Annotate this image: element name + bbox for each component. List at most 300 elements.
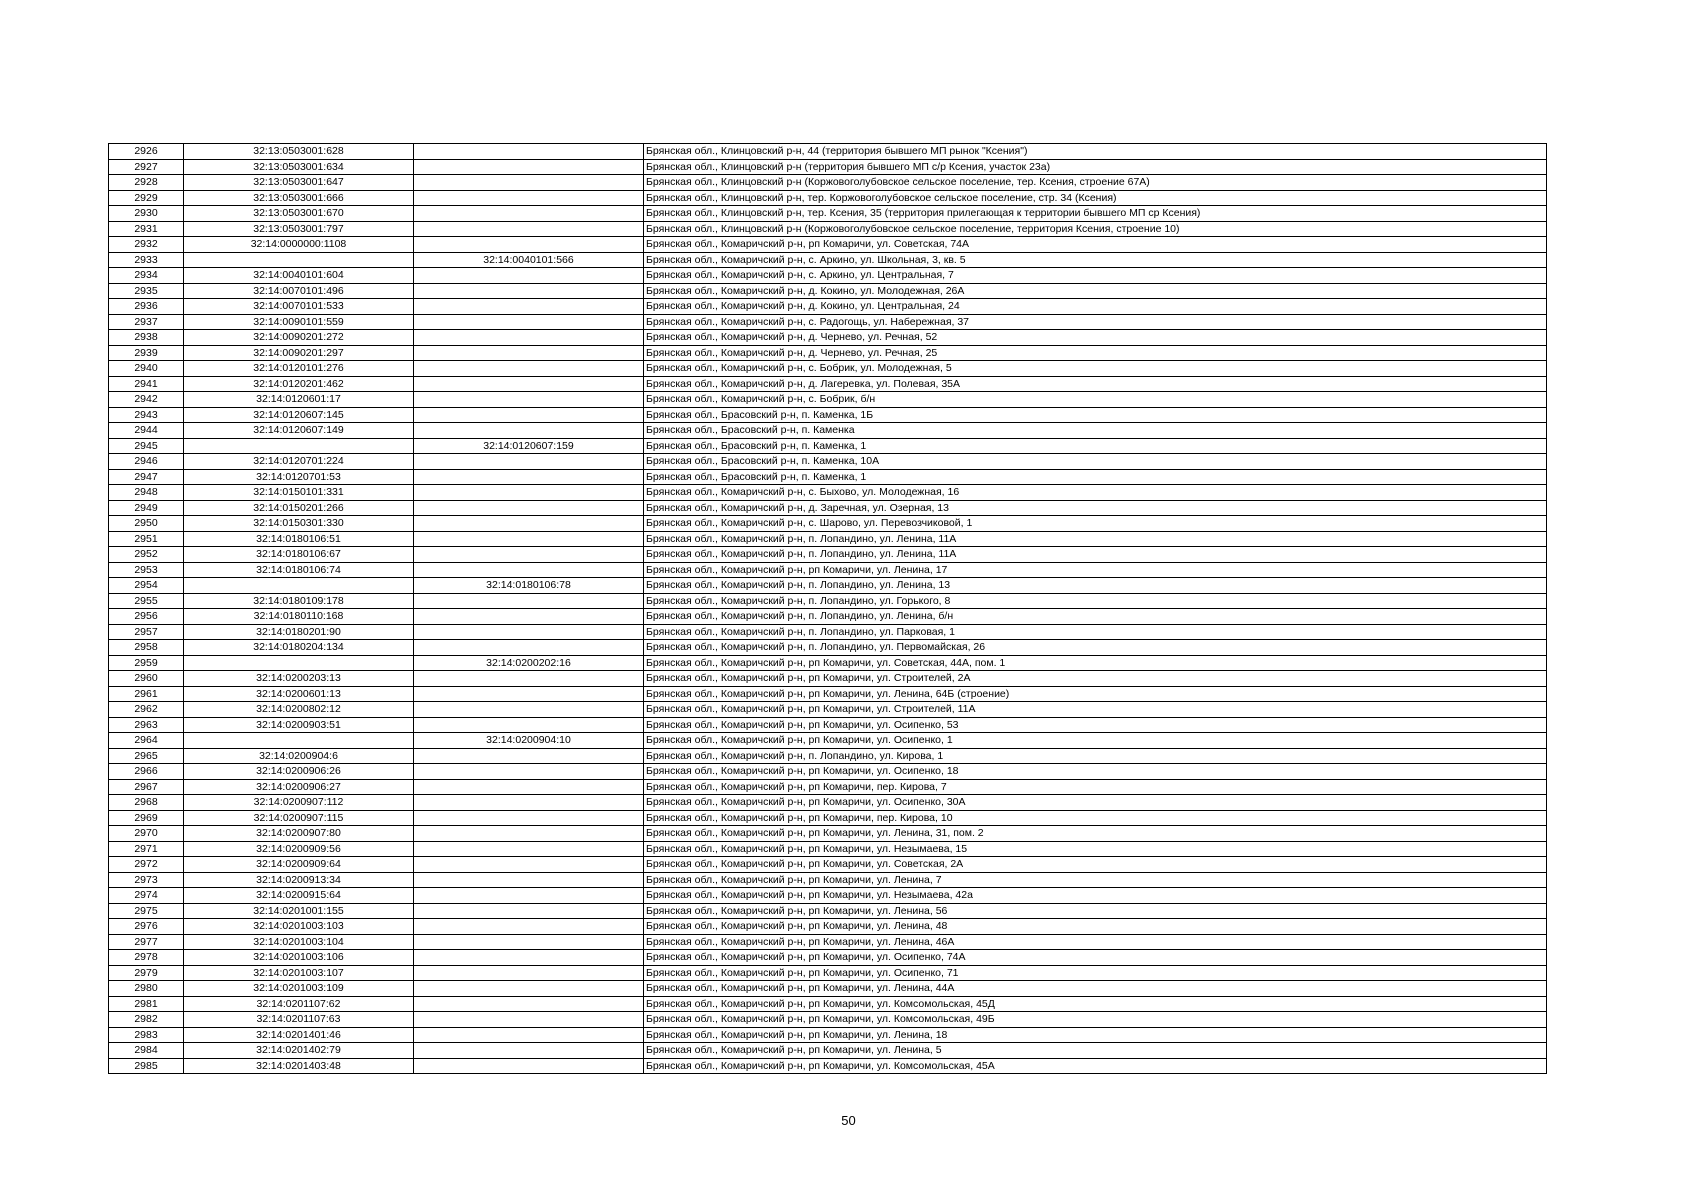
cadastral-number-alt-cell bbox=[414, 903, 644, 919]
cadastral-number-cell bbox=[184, 252, 414, 268]
table-row bbox=[109, 190, 1547, 206]
address-cell: Брянская обл., Комаричский р-н, рп Комаричи, ул. Советская, 2А bbox=[644, 857, 1547, 873]
cadastral-number-alt-cell bbox=[414, 221, 644, 237]
table-row bbox=[109, 283, 1547, 299]
cadastral-number-alt-cell bbox=[414, 330, 644, 346]
table-row bbox=[109, 330, 1547, 346]
row-number-cell: 2958 bbox=[109, 640, 184, 656]
cadastral-number-cell bbox=[184, 578, 414, 594]
table-row bbox=[109, 593, 1547, 609]
address-cell: Брянская обл., Комаричский р-н, рп Комаричи, ул. Ленина, 7 bbox=[644, 872, 1547, 888]
cadastral-number-cell: 32:14:0201107:62 bbox=[184, 996, 414, 1012]
cadastral-number-alt-cell bbox=[414, 857, 644, 873]
table-row bbox=[109, 252, 1547, 268]
row-number-cell: 2967 bbox=[109, 779, 184, 795]
row-number-cell: 2933 bbox=[109, 252, 184, 268]
row-number-cell: 2973 bbox=[109, 872, 184, 888]
cadastral-number-alt-cell bbox=[414, 779, 644, 795]
row-number-cell: 2985 bbox=[109, 1058, 184, 1074]
cadastral-number-alt-cell bbox=[414, 1043, 644, 1059]
row-number-cell: 2983 bbox=[109, 1027, 184, 1043]
table-row bbox=[109, 779, 1547, 795]
address-cell: Брянская обл., Комаричский р-н, рп Комаричи, ул. Комсомольская, 49Б bbox=[644, 1012, 1547, 1028]
cadastral-number-cell: 32:14:0180106:67 bbox=[184, 547, 414, 563]
table-row bbox=[109, 795, 1547, 811]
row-number-cell: 2972 bbox=[109, 857, 184, 873]
address-cell: Брянская обл., Клинцовский р-н, тер. Коржовоголубовское сельское поселение, стр. 34 (Ксения) bbox=[644, 190, 1547, 206]
row-number-cell: 2974 bbox=[109, 888, 184, 904]
table-row bbox=[109, 609, 1547, 625]
table-row bbox=[109, 500, 1547, 516]
cadastral-number-cell: 32:14:0201401:46 bbox=[184, 1027, 414, 1043]
cadastral-number-cell: 32:14:0090201:272 bbox=[184, 330, 414, 346]
cadastral-number-alt-cell bbox=[414, 826, 644, 842]
cadastral-number-cell: 32:14:0200909:64 bbox=[184, 857, 414, 873]
cadastral-number-cell: 32:14:0120701:53 bbox=[184, 469, 414, 485]
table-row bbox=[109, 624, 1547, 640]
table-row bbox=[109, 640, 1547, 656]
cadastral-number-cell: 32:14:0150301:330 bbox=[184, 516, 414, 532]
cadastral-number-cell: 32:14:0120607:149 bbox=[184, 423, 414, 439]
cadastral-number-alt-cell bbox=[414, 686, 644, 702]
table-row bbox=[109, 671, 1547, 687]
cadastral-number-alt-cell bbox=[414, 485, 644, 501]
page-number: 50 bbox=[841, 1113, 856, 1128]
row-number-cell: 2962 bbox=[109, 702, 184, 718]
row-number-cell: 2941 bbox=[109, 376, 184, 392]
cadastral-number-alt-cell bbox=[414, 190, 644, 206]
cadastral-number-cell: 32:14:0150201:266 bbox=[184, 500, 414, 516]
row-number-cell: 2980 bbox=[109, 981, 184, 997]
row-number-cell: 2981 bbox=[109, 996, 184, 1012]
address-cell: Брянская обл., Комаричский р-н, д. Чернево, ул. Речная, 52 bbox=[644, 330, 1547, 346]
cadastral-number-cell: 32:14:0180201:90 bbox=[184, 624, 414, 640]
row-number-cell: 2955 bbox=[109, 593, 184, 609]
table-row bbox=[109, 1043, 1547, 1059]
address-cell: Брянская обл., Комаричский р-н, рп Комаричи, ул. Комсомольская, 45Д bbox=[644, 996, 1547, 1012]
cadastral-number-alt-cell bbox=[414, 624, 644, 640]
cadastral-number-cell: 32:14:0120701:224 bbox=[184, 454, 414, 470]
address-cell: Брянская обл., Комаричский р-н, рп Комаричи, ул. Комсомольская, 45А bbox=[644, 1058, 1547, 1074]
address-cell: Брянская обл., Комаричский р-н, п. Лопандино, ул. Парковая, 1 bbox=[644, 624, 1547, 640]
table-body bbox=[109, 144, 1547, 1074]
address-cell: Брянская обл., Комаричский р-н, рп Комаричи, ул. Строителей, 11А bbox=[644, 702, 1547, 718]
row-number-cell: 2932 bbox=[109, 237, 184, 253]
cadastral-number-cell: 32:14:0180204:134 bbox=[184, 640, 414, 656]
row-number-cell: 2956 bbox=[109, 609, 184, 625]
table-row bbox=[109, 531, 1547, 547]
table-row bbox=[109, 888, 1547, 904]
cadastral-number-alt-cell bbox=[414, 206, 644, 222]
cadastral-number-alt-cell bbox=[414, 268, 644, 284]
address-cell: Брянская обл., Комаричский р-н, рп Комаричи, ул. Ленина, 17 bbox=[644, 562, 1547, 578]
row-number-cell: 2977 bbox=[109, 934, 184, 950]
address-cell: Брянская обл., Комаричский р-н, п. Лопандино, ул. Ленина, б/н bbox=[644, 609, 1547, 625]
table-row bbox=[109, 826, 1547, 842]
row-number-cell: 2960 bbox=[109, 671, 184, 687]
address-cell: Брянская обл., Комаричский р-н, с. Быхово, ул. Молодежная, 16 bbox=[644, 485, 1547, 501]
cadastral-number-cell: 32:14:0180106:74 bbox=[184, 562, 414, 578]
table-row bbox=[109, 919, 1547, 935]
row-number-cell: 2957 bbox=[109, 624, 184, 640]
address-cell: Брянская обл., Комаричский р-н, рп Комаричи, ул. Осипенко, 53 bbox=[644, 717, 1547, 733]
cadastral-number-cell: 32:13:0503001:647 bbox=[184, 175, 414, 191]
address-cell: Брянская обл., Комаричский р-н, рп Комаричи, ул. Осипенко, 18 bbox=[644, 764, 1547, 780]
address-cell: Брянская обл., Комаричский р-н, рп Комаричи, ул. Осипенко, 30А bbox=[644, 795, 1547, 811]
row-number-cell: 2968 bbox=[109, 795, 184, 811]
cadastral-number-cell: 32:13:0503001:628 bbox=[184, 144, 414, 160]
cadastral-number-cell: 32:14:0201003:109 bbox=[184, 981, 414, 997]
cadastral-number-cell: 32:14:0200907:115 bbox=[184, 810, 414, 826]
cadastral-number-alt-cell bbox=[414, 361, 644, 377]
table-row bbox=[109, 175, 1547, 191]
row-number-cell: 2953 bbox=[109, 562, 184, 578]
cadastral-number-alt-cell bbox=[414, 392, 644, 408]
cadastral-number-cell: 32:14:0200903:51 bbox=[184, 717, 414, 733]
cadastral-number-cell: 32:14:0180109:178 bbox=[184, 593, 414, 609]
cadastral-number-alt-cell bbox=[414, 981, 644, 997]
cadastral-number-alt-cell bbox=[414, 562, 644, 578]
cadastral-number-cell: 32:14:0201003:107 bbox=[184, 965, 414, 981]
table-row bbox=[109, 221, 1547, 237]
address-cell: Брянская обл., Комаричский р-н, п. Лопандино, ул. Кирова, 1 bbox=[644, 748, 1547, 764]
cadastral-number-cell bbox=[184, 733, 414, 749]
address-cell: Брянская обл., Комаричский р-н, рп Комаричи, ул. Ленина, 46А bbox=[644, 934, 1547, 950]
table-row bbox=[109, 872, 1547, 888]
table-row bbox=[109, 717, 1547, 733]
cadastral-number-cell: 32:14:0201403:48 bbox=[184, 1058, 414, 1074]
table-row bbox=[109, 965, 1547, 981]
cadastral-number-cell: 32:14:0200802:12 bbox=[184, 702, 414, 718]
table-row bbox=[109, 950, 1547, 966]
cadastral-number-alt-cell bbox=[414, 888, 644, 904]
address-cell: Брянская обл., Комаричский р-н, рп Комаричи, ул. Ленина, 48 bbox=[644, 919, 1547, 935]
address-cell: Брянская обл., Комаричский р-н, п. Лопандино, ул. Горького, 8 bbox=[644, 593, 1547, 609]
address-cell: Брянская обл., Комаричский р-н, с. Шарово, ул. Перевозчиковой, 1 bbox=[644, 516, 1547, 532]
cadastral-number-alt-cell bbox=[414, 175, 644, 191]
address-cell: Брянская обл., Клинцовский р-н (территория бывшего МП с/р Ксения, участок 23а) bbox=[644, 159, 1547, 175]
row-number-cell: 2982 bbox=[109, 1012, 184, 1028]
address-cell: Брянская обл., Комаричский р-н, рп Комаричи, ул. Незымаева, 15 bbox=[644, 841, 1547, 857]
address-cell: Брянская обл., Комаричский р-н, д. Заречная, ул. Озерная, 13 bbox=[644, 500, 1547, 516]
table-row bbox=[109, 655, 1547, 671]
cadastral-number-cell: 32:14:0201001:155 bbox=[184, 903, 414, 919]
row-number-cell: 2961 bbox=[109, 686, 184, 702]
table-row bbox=[109, 206, 1547, 222]
cadastral-number-cell: 32:14:0200906:26 bbox=[184, 764, 414, 780]
row-number-cell: 2938 bbox=[109, 330, 184, 346]
cadastral-number-cell: 32:14:0150101:331 bbox=[184, 485, 414, 501]
row-number-cell: 2952 bbox=[109, 547, 184, 563]
table-row bbox=[109, 748, 1547, 764]
cadastral-number-alt-cell bbox=[414, 314, 644, 330]
table-row bbox=[109, 733, 1547, 749]
cadastral-number-cell: 32:14:0180110:168 bbox=[184, 609, 414, 625]
table-row bbox=[109, 562, 1547, 578]
address-cell: Брянская обл., Комаричский р-н, д. Кокино, ул. Центральная, 24 bbox=[644, 299, 1547, 315]
row-number-cell: 2948 bbox=[109, 485, 184, 501]
row-number-cell: 2975 bbox=[109, 903, 184, 919]
cadastral-number-alt-cell bbox=[414, 872, 644, 888]
table-row bbox=[109, 314, 1547, 330]
table-row bbox=[109, 1058, 1547, 1074]
cadastral-number-alt-cell bbox=[414, 934, 644, 950]
address-cell: Брянская обл., Комаричский р-н, п. Лопандино, ул. Первомайская, 26 bbox=[644, 640, 1547, 656]
row-number-cell: 2937 bbox=[109, 314, 184, 330]
cadastral-number-cell: 32:14:0201003:104 bbox=[184, 934, 414, 950]
cadastral-number-alt-cell bbox=[414, 283, 644, 299]
address-cell: Брянская обл., Брасовский р-н, п. Каменка, 10А bbox=[644, 454, 1547, 470]
cadastral-number-alt-cell bbox=[414, 547, 644, 563]
row-number-cell: 2963 bbox=[109, 717, 184, 733]
table-row bbox=[109, 578, 1547, 594]
address-cell: Брянская обл., Комаричский р-н, рп Комаричи, ул. Ленина, 44А bbox=[644, 981, 1547, 997]
address-cell: Брянская обл., Комаричский р-н, рп Комаричи, ул. Ленина, 5 bbox=[644, 1043, 1547, 1059]
address-cell: Брянская обл., Комаричский р-н, с. Бобрик, б/н bbox=[644, 392, 1547, 408]
table-row bbox=[109, 547, 1547, 563]
address-cell: Брянская обл., Клинцовский р-н, тер. Ксения, 35 (территория прилегающая к территории бывшего МП ср Ксения) bbox=[644, 206, 1547, 222]
row-number-cell: 2947 bbox=[109, 469, 184, 485]
cadastral-number-cell: 32:14:0000000:1108 bbox=[184, 237, 414, 253]
cadastral-number-cell: 32:14:0120101:276 bbox=[184, 361, 414, 377]
table-row bbox=[109, 1012, 1547, 1028]
cadastral-number-cell: 32:14:0200913:34 bbox=[184, 872, 414, 888]
row-number-cell: 2926 bbox=[109, 144, 184, 160]
cadastral-number-cell: 32:13:0503001:797 bbox=[184, 221, 414, 237]
cadastral-number-alt-cell: 32:14:0040101:566 bbox=[414, 252, 644, 268]
address-cell: Брянская обл., Комаричский р-н, рп Комаричи, ул. Советская, 74А bbox=[644, 237, 1547, 253]
cadastral-number-alt-cell: 32:14:0120607:159 bbox=[414, 438, 644, 454]
cadastral-number-cell: 32:13:0503001:666 bbox=[184, 190, 414, 206]
table-row bbox=[109, 485, 1547, 501]
cadastral-number-alt-cell bbox=[414, 640, 644, 656]
table-row bbox=[109, 810, 1547, 826]
row-number-cell: 2984 bbox=[109, 1043, 184, 1059]
address-cell: Брянская обл., Комаричский р-н, с. Бобрик, ул. Молодежная, 5 bbox=[644, 361, 1547, 377]
address-cell: Брянская обл., Комаричский р-н, рп Комаричи, ул. Ленина, 56 bbox=[644, 903, 1547, 919]
table-row bbox=[109, 159, 1547, 175]
cadastral-table bbox=[108, 143, 1547, 1074]
cadastral-number-cell: 32:13:0503001:634 bbox=[184, 159, 414, 175]
address-cell: Брянская обл., Клинцовский р-н, 44 (территория бывшего МП рынок "Ксения") bbox=[644, 144, 1547, 160]
address-cell: Брянская обл., Комаричский р-н, рп Комаричи, ул. Осипенко, 71 bbox=[644, 965, 1547, 981]
cadastral-number-alt-cell bbox=[414, 748, 644, 764]
cadastral-number-cell: 32:14:0200203:13 bbox=[184, 671, 414, 687]
row-number-cell: 2959 bbox=[109, 655, 184, 671]
cadastral-number-alt-cell bbox=[414, 144, 644, 160]
address-cell: Брянская обл., Клинцовский р-н (Коржовоголубовское сельское поселение, территория Ксения, строение 10) bbox=[644, 221, 1547, 237]
table-row bbox=[109, 903, 1547, 919]
row-number-cell: 2939 bbox=[109, 345, 184, 361]
cadastral-number-cell: 32:14:0090201:297 bbox=[184, 345, 414, 361]
cadastral-number-cell: 32:14:0200906:27 bbox=[184, 779, 414, 795]
address-cell: Брянская обл., Комаричский р-н, п. Лопандино, ул. Ленина, 11А bbox=[644, 531, 1547, 547]
row-number-cell: 2978 bbox=[109, 950, 184, 966]
table-row bbox=[109, 702, 1547, 718]
table-row bbox=[109, 423, 1547, 439]
table-row bbox=[109, 516, 1547, 532]
row-number-cell: 2935 bbox=[109, 283, 184, 299]
row-number-cell: 2949 bbox=[109, 500, 184, 516]
cadastral-number-cell: 32:14:0070101:496 bbox=[184, 283, 414, 299]
address-cell: Брянская обл., Комаричский р-н, д. Чернево, ул. Речная, 25 bbox=[644, 345, 1547, 361]
cadastral-number-cell bbox=[184, 655, 414, 671]
cadastral-number-cell: 32:14:0201003:103 bbox=[184, 919, 414, 935]
address-cell: Брянская обл., Комаричский р-н, п. Лопандино, ул. Ленина, 13 bbox=[644, 578, 1547, 594]
address-cell: Брянская обл., Брасовский р-н, п. Каменка, 1 bbox=[644, 469, 1547, 485]
address-cell: Брянская обл., Комаричский р-н, с. Аркино, ул. Центральная, 7 bbox=[644, 268, 1547, 284]
table-row bbox=[109, 438, 1547, 454]
row-number-cell: 2970 bbox=[109, 826, 184, 842]
cadastral-number-alt-cell bbox=[414, 423, 644, 439]
address-cell: Брянская обл., Комаричский р-н, рп Комаричи, ул. Осипенко, 1 bbox=[644, 733, 1547, 749]
address-cell: Брянская обл., Брасовский р-н, п. Каменка, 1Б bbox=[644, 407, 1547, 423]
address-cell: Брянская обл., Клинцовский р-н (Коржовоголубовское сельское поселение, тер. Ксения, строение 67А) bbox=[644, 175, 1547, 191]
cadastral-number-alt-cell bbox=[414, 950, 644, 966]
address-cell: Брянская обл., Комаричский р-н, рп Комаричи, ул. Ленина, 31, пом. 2 bbox=[644, 826, 1547, 842]
cadastral-number-alt-cell bbox=[414, 764, 644, 780]
row-number-cell: 2965 bbox=[109, 748, 184, 764]
row-number-cell: 2951 bbox=[109, 531, 184, 547]
cadastral-number-cell: 32:14:0200915:64 bbox=[184, 888, 414, 904]
row-number-cell: 2930 bbox=[109, 206, 184, 222]
cadastral-number-alt-cell bbox=[414, 454, 644, 470]
cadastral-number-cell: 32:14:0120201:462 bbox=[184, 376, 414, 392]
row-number-cell: 2964 bbox=[109, 733, 184, 749]
cadastral-number-cell: 32:14:0201402:79 bbox=[184, 1043, 414, 1059]
cadastral-number-alt-cell bbox=[414, 609, 644, 625]
address-cell: Брянская обл., Брасовский р-н, п. Каменка bbox=[644, 423, 1547, 439]
table-row bbox=[109, 454, 1547, 470]
address-cell: Брянская обл., Комаричский р-н, д. Кокино, ул. Молодежная, 26А bbox=[644, 283, 1547, 299]
address-cell: Брянская обл., Комаричский р-н, рп Комаричи, ул. Ленина, 64Б (строение) bbox=[644, 686, 1547, 702]
cadastral-number-cell: 32:14:0201003:106 bbox=[184, 950, 414, 966]
row-number-cell: 2979 bbox=[109, 965, 184, 981]
cadastral-number-alt-cell bbox=[414, 1027, 644, 1043]
address-cell: Брянская обл., Комаричский р-н, с. Аркино, ул. Школьная, 3, кв. 5 bbox=[644, 252, 1547, 268]
cadastral-number-cell: 32:14:0200909:56 bbox=[184, 841, 414, 857]
row-number-cell: 2969 bbox=[109, 810, 184, 826]
cadastral-number-cell bbox=[184, 438, 414, 454]
address-cell: Брянская обл., Комаричский р-н, рп Комаричи, ул. Осипенко, 74А bbox=[644, 950, 1547, 966]
address-cell: Брянская обл., Комаричский р-н, рп Комаричи, ул. Незымаева, 42а bbox=[644, 888, 1547, 904]
cadastral-number-alt-cell bbox=[414, 593, 644, 609]
address-cell: Брянская обл., Комаричский р-н, рп Комаричи, ул. Ленина, 18 bbox=[644, 1027, 1547, 1043]
cadastral-number-alt-cell: 32:14:0200202:16 bbox=[414, 655, 644, 671]
cadastral-number-cell: 32:14:0201107:63 bbox=[184, 1012, 414, 1028]
table-row bbox=[109, 407, 1547, 423]
cadastral-number-alt-cell bbox=[414, 919, 644, 935]
cadastral-number-cell: 32:14:0040101:604 bbox=[184, 268, 414, 284]
row-number-cell: 2936 bbox=[109, 299, 184, 315]
cadastral-number-cell: 32:13:0503001:670 bbox=[184, 206, 414, 222]
cadastral-number-cell: 32:14:0200907:112 bbox=[184, 795, 414, 811]
cadastral-number-alt-cell bbox=[414, 795, 644, 811]
row-number-cell: 2976 bbox=[109, 919, 184, 935]
cadastral-number-alt-cell bbox=[414, 810, 644, 826]
row-number-cell: 2971 bbox=[109, 841, 184, 857]
cadastral-number-cell: 32:14:0070101:533 bbox=[184, 299, 414, 315]
cadastral-number-alt-cell bbox=[414, 531, 644, 547]
row-number-cell: 2943 bbox=[109, 407, 184, 423]
cadastral-number-alt-cell bbox=[414, 1058, 644, 1074]
cadastral-number-cell: 32:14:0200601:13 bbox=[184, 686, 414, 702]
address-cell: Брянская обл., Комаричский р-н, рп Комаричи, ул. Строителей, 2А bbox=[644, 671, 1547, 687]
cadastral-number-alt-cell bbox=[414, 345, 644, 361]
table-row bbox=[109, 144, 1547, 160]
cadastral-number-alt-cell bbox=[414, 965, 644, 981]
cadastral-number-cell: 32:14:0120607:145 bbox=[184, 407, 414, 423]
address-cell: Брянская обл., Комаричский р-н, п. Лопандино, ул. Ленина, 11А bbox=[644, 547, 1547, 563]
cadastral-number-cell: 32:14:0200904:6 bbox=[184, 748, 414, 764]
cadastral-number-alt-cell bbox=[414, 299, 644, 315]
cadastral-number-alt-cell bbox=[414, 996, 644, 1012]
cadastral-number-cell: 32:14:0200907:80 bbox=[184, 826, 414, 842]
row-number-cell: 2954 bbox=[109, 578, 184, 594]
cadastral-number-alt-cell bbox=[414, 717, 644, 733]
cadastral-number-alt-cell bbox=[414, 500, 644, 516]
table-row bbox=[109, 686, 1547, 702]
table-row bbox=[109, 764, 1547, 780]
row-number-cell: 2927 bbox=[109, 159, 184, 175]
table-row bbox=[109, 268, 1547, 284]
table-row bbox=[109, 392, 1547, 408]
row-number-cell: 2950 bbox=[109, 516, 184, 532]
address-cell: Брянская обл., Комаричский р-н, д. Лагеревка, ул. Полевая, 35А bbox=[644, 376, 1547, 392]
cadastral-number-alt-cell: 32:14:0180106:78 bbox=[414, 578, 644, 594]
cadastral-number-alt-cell bbox=[414, 237, 644, 253]
row-number-cell: 2966 bbox=[109, 764, 184, 780]
table-row bbox=[109, 361, 1547, 377]
cadastral-number-alt-cell bbox=[414, 841, 644, 857]
table-row bbox=[109, 841, 1547, 857]
row-number-cell: 2944 bbox=[109, 423, 184, 439]
table-row bbox=[109, 1027, 1547, 1043]
address-cell: Брянская обл., Комаричский р-н, рп Комаричи, пер. Кирова, 7 bbox=[644, 779, 1547, 795]
row-number-cell: 2931 bbox=[109, 221, 184, 237]
row-number-cell: 2929 bbox=[109, 190, 184, 206]
address-cell: Брянская обл., Брасовский р-н, п. Каменка, 1 bbox=[644, 438, 1547, 454]
table-row bbox=[109, 469, 1547, 485]
table-row bbox=[109, 996, 1547, 1012]
address-cell: Брянская обл., Комаричский р-н, рп Комаричи, ул. Советская, 44А, пом. 1 bbox=[644, 655, 1547, 671]
address-cell: Брянская обл., Комаричский р-н, рп Комаричи, пер. Кирова, 10 bbox=[644, 810, 1547, 826]
row-number-cell: 2928 bbox=[109, 175, 184, 191]
cadastral-number-alt-cell bbox=[414, 159, 644, 175]
table-row bbox=[109, 857, 1547, 873]
cadastral-number-alt-cell bbox=[414, 1012, 644, 1028]
table-row bbox=[109, 237, 1547, 253]
cadastral-number-alt-cell bbox=[414, 671, 644, 687]
table-row bbox=[109, 981, 1547, 997]
row-number-cell: 2945 bbox=[109, 438, 184, 454]
row-number-cell: 2942 bbox=[109, 392, 184, 408]
cadastral-number-alt-cell bbox=[414, 516, 644, 532]
cadastral-number-cell: 32:14:0120601:17 bbox=[184, 392, 414, 408]
cadastral-number-alt-cell: 32:14:0200904:10 bbox=[414, 733, 644, 749]
table-row bbox=[109, 299, 1547, 315]
cadastral-number-alt-cell bbox=[414, 469, 644, 485]
table-row bbox=[109, 376, 1547, 392]
cadastral-number-alt-cell bbox=[414, 702, 644, 718]
row-number-cell: 2934 bbox=[109, 268, 184, 284]
cadastral-number-alt-cell bbox=[414, 407, 644, 423]
address-cell: Брянская обл., Комаричский р-н, с. Радогощь, ул. Набережная, 37 bbox=[644, 314, 1547, 330]
row-number-cell: 2940 bbox=[109, 361, 184, 377]
row-number-cell: 2946 bbox=[109, 454, 184, 470]
cadastral-number-cell: 32:14:0180106:51 bbox=[184, 531, 414, 547]
cadastral-number-cell: 32:14:0090101:559 bbox=[184, 314, 414, 330]
